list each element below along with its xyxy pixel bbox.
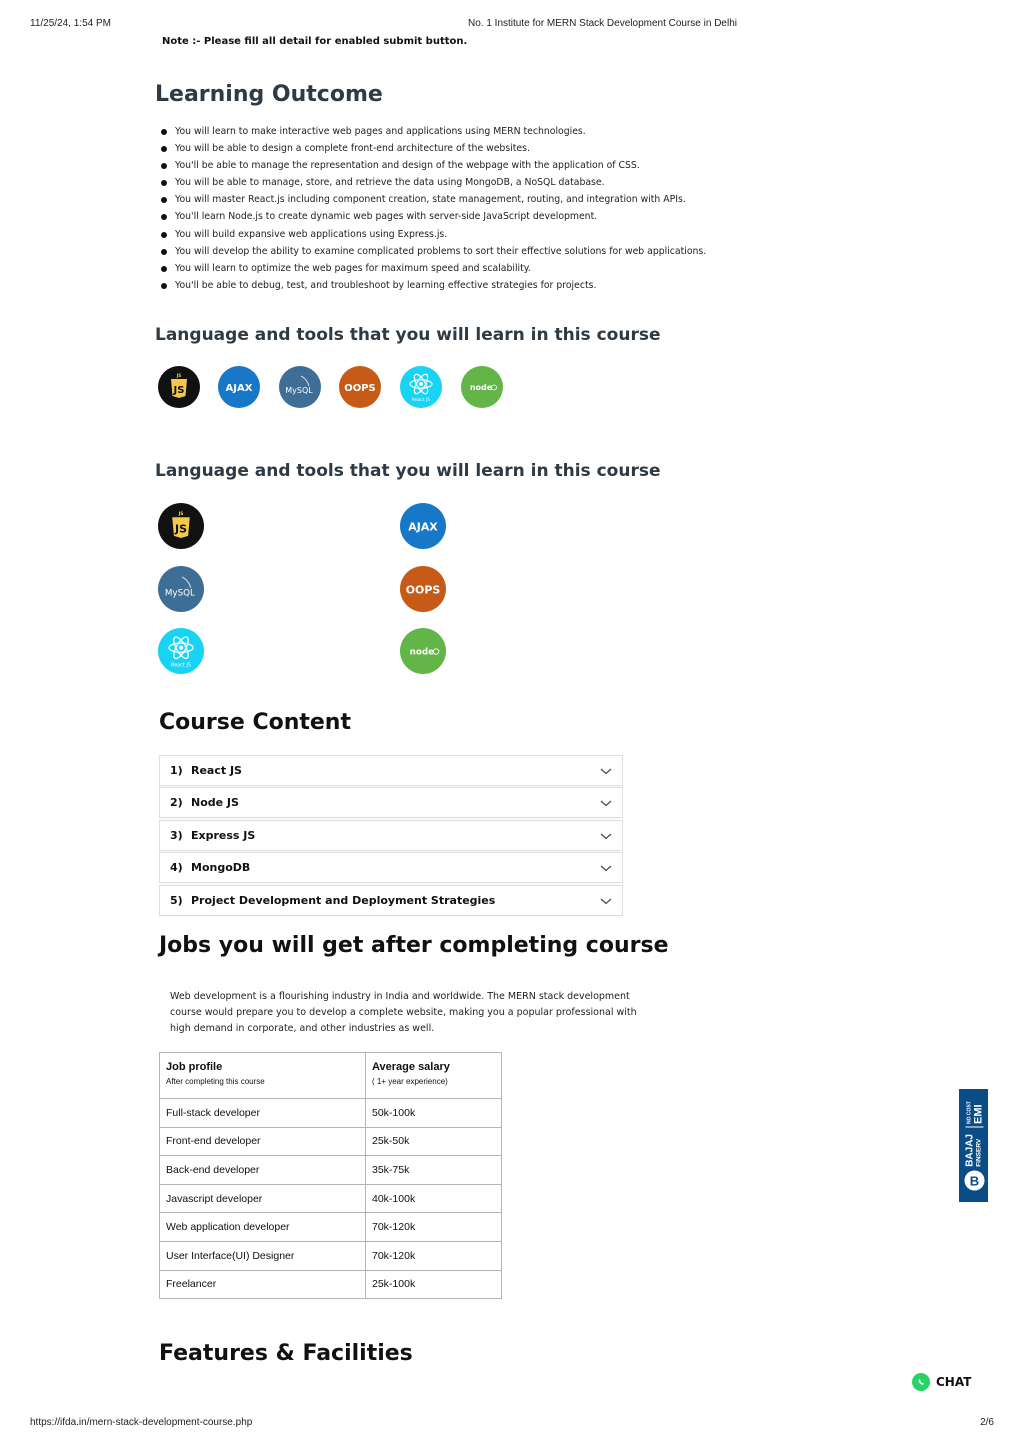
table-row xyxy=(160,1241,502,1270)
emi-no-cost: NO COST xyxy=(965,1100,972,1124)
print-title: No. 1 Institute for MERN Stack Development Course in Delhi xyxy=(468,18,737,29)
svg-text:MySQL: MySQL xyxy=(164,588,195,599)
list-item: You will build expansive web applications using Express.js. xyxy=(160,227,800,244)
features-heading: Features & Facilities xyxy=(159,1341,413,1366)
svg-text:JS: JS xyxy=(173,385,185,396)
svg-text:OOPS: OOPS xyxy=(344,383,376,394)
column-header-average-salary: Average salary ( 1+ year experience) xyxy=(366,1053,502,1099)
job-profile-cell: User Interface(UI) Designer xyxy=(160,1241,366,1270)
svg-text:AJAX: AJAX xyxy=(225,383,253,394)
ajax-icon xyxy=(218,366,260,408)
accordion-item-mongodb[interactable]: 4) MongoDB xyxy=(159,852,623,883)
svg-text:React JS: React JS xyxy=(171,662,191,669)
chat-button[interactable] xyxy=(912,1373,971,1391)
bajaj-emi-badge[interactable] xyxy=(959,1089,988,1202)
accordion-item-project-development[interactable]: 5) Project Development and Deployment Strategies xyxy=(159,885,623,916)
accordion-item-label: Project Development and Deployment Strategies xyxy=(191,893,496,907)
bullet-icon xyxy=(161,283,167,289)
table-row xyxy=(160,1184,502,1213)
svg-text:AJAX: AJAX xyxy=(408,520,438,534)
job-profile-cell: Javascript developer xyxy=(160,1184,366,1213)
job-profile-cell: Full-stack developer xyxy=(160,1099,366,1128)
svg-text:React JS: React JS xyxy=(411,398,431,403)
whatsapp-icon xyxy=(912,1373,930,1391)
svg-text:MySQL: MySQL xyxy=(285,386,313,395)
list-item: You will learn to optimize the web pages for maximum speed and scalability. xyxy=(160,261,800,278)
list-item: You will be able to design a complete front-end architecture of the websites. xyxy=(160,141,800,158)
list-item: You will be able to manage, store, and retrieve the data using MongoDB, a NoSQL database. xyxy=(160,175,800,192)
chevron-down-icon xyxy=(600,766,612,776)
accordion-item-express-js[interactable]: 3) Express JS xyxy=(159,820,623,851)
mysql-icon xyxy=(158,566,204,612)
emi-brand: BAJAJ xyxy=(963,1133,975,1167)
print-page-number: 2/6 xyxy=(980,1417,994,1428)
salary-cell: 35k-75k xyxy=(366,1156,502,1185)
accordion-item-node-js[interactable]: 2) Node JS xyxy=(159,787,623,818)
salary-cell: 70k-120k xyxy=(366,1213,502,1242)
print-datetime: 11/25/24, 1:54 PM xyxy=(30,18,111,29)
react-icon xyxy=(158,628,204,674)
mysql-icon xyxy=(279,366,321,408)
ajax-icon xyxy=(400,503,446,549)
form-note: Note :- Please fill all detail for enabled submit button. xyxy=(162,36,468,47)
bullet-icon xyxy=(161,163,167,169)
svg-text:JS: JS xyxy=(175,522,187,536)
table-row xyxy=(160,1127,502,1156)
course-content-accordion xyxy=(159,755,623,917)
oops-icon xyxy=(339,366,381,408)
bullet-icon xyxy=(161,197,167,203)
jobs-heading: Jobs you will get after completing course xyxy=(159,933,669,958)
salary-table xyxy=(159,1052,502,1299)
salary-cell: 40k-100k xyxy=(366,1184,502,1213)
javascript-icon xyxy=(158,366,200,408)
salary-cell: 25k-50k xyxy=(366,1127,502,1156)
tools-heading: Language and tools that you will learn in this course xyxy=(155,461,661,481)
table-row xyxy=(160,1156,502,1185)
salary-cell: 70k-120k xyxy=(366,1241,502,1270)
react-icon xyxy=(400,366,442,408)
salary-cell: 50k-100k xyxy=(366,1099,502,1128)
chevron-down-icon xyxy=(600,863,612,873)
javascript-icon xyxy=(158,503,204,549)
learning-outcome-list xyxy=(160,124,800,295)
bullet-icon xyxy=(161,180,167,186)
list-item: You'll be able to debug, test, and troubleshoot by learning effective strategies for projects. xyxy=(160,278,800,295)
column-header-job-profile: Job profile After completing this course xyxy=(160,1053,366,1099)
print-header xyxy=(30,18,994,32)
job-profile-cell: Web application developer xyxy=(160,1213,366,1242)
list-item: You will learn to make interactive web pages and applications using MERN technologies. xyxy=(160,124,800,141)
print-footer xyxy=(30,1417,994,1431)
job-profile-cell: Front-end developer xyxy=(160,1127,366,1156)
table-row xyxy=(160,1099,502,1128)
accordion-item-label: Node JS xyxy=(191,796,239,810)
bullet-icon xyxy=(161,214,167,220)
job-profile-cell: Back-end developer xyxy=(160,1156,366,1185)
chat-label: CHAT xyxy=(936,1375,972,1389)
accordion-item-react-js[interactable]: 1) React JS xyxy=(159,755,623,786)
svg-text:node: node xyxy=(409,647,435,658)
bullet-icon xyxy=(161,129,167,135)
list-item: You will develop the ability to examine complicated problems to sort their effective solutions for web applications. xyxy=(160,244,800,261)
print-url: https://ifda.in/mern-stack-development-course.php xyxy=(30,1417,253,1428)
salary-cell: 25k-100k xyxy=(366,1270,502,1299)
jobs-description: Web development is a flourishing industry in India and worldwide. The MERN stack development course would prepare you to develop a complete website, making you a popular professional with high demand in corporate, and other industries as well. xyxy=(170,991,637,1035)
nodejs-icon xyxy=(461,366,503,408)
chevron-down-icon xyxy=(600,896,612,906)
table-header-row xyxy=(160,1053,502,1099)
table-row xyxy=(160,1213,502,1242)
accordion-item-label: React JS xyxy=(191,764,242,777)
bullet-icon xyxy=(161,232,167,238)
list-item: You'll be able to manage the representation and design of the webpage with the application of CSS. xyxy=(160,158,800,175)
emi-label: EMI xyxy=(971,1103,984,1124)
svg-text:OOPS: OOPS xyxy=(405,583,441,597)
bajaj-logo-icon: B xyxy=(964,1170,984,1190)
chevron-down-icon xyxy=(600,831,612,841)
accordion-item-label: MongoDB xyxy=(191,861,251,875)
svg-text:JS: JS xyxy=(176,373,182,378)
tools-heading: Language and tools that you will learn in this course xyxy=(155,325,661,345)
learning-outcome-heading: Learning Outcome xyxy=(155,82,383,107)
bullet-icon xyxy=(161,249,167,255)
table-row xyxy=(160,1270,502,1299)
bullet-icon xyxy=(161,266,167,272)
list-item: You'll learn Node.js to create dynamic web pages with server-side JavaScript development. xyxy=(160,209,800,226)
svg-text:JS: JS xyxy=(178,512,184,518)
list-item: You will master React.js including component creation, state management, routing, and integration with APIs. xyxy=(160,192,800,209)
oops-icon xyxy=(400,566,446,612)
chevron-down-icon xyxy=(600,798,612,808)
job-profile-cell: Freelancer xyxy=(160,1270,366,1299)
nodejs-icon xyxy=(400,628,446,674)
course-content-heading: Course Content xyxy=(159,710,351,735)
svg-text:node: node xyxy=(469,383,493,392)
emi-brand-sub: FINSERV xyxy=(974,1138,982,1167)
bullet-icon xyxy=(161,146,167,152)
accordion-item-label: Express JS xyxy=(191,828,256,842)
